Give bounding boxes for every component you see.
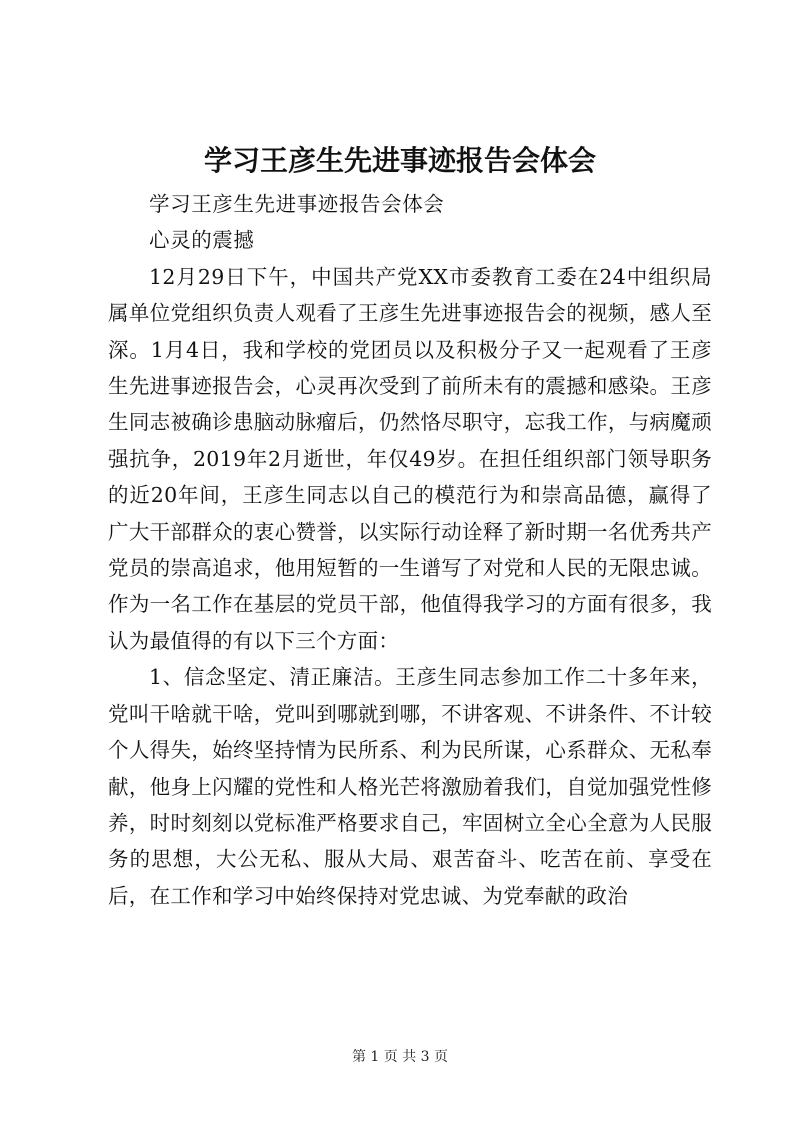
paragraph-section-heading: 心灵的震撼: [149, 228, 255, 253]
paragraph-point-1: 1、信念坚定、清正廉洁。王彦生同志参加工作二十多年来，党叫干啥就干啥，党叫到哪就到哪，不讲客观、不讲条件、不计较个人得失，始终坚持情为民所系、利为民所谋，心系群众、无私奉献，他身上闪耀的党性和人格光芒将激励着我们，自觉加强党性修养，时时刻刻以党标准严格要求自己，牢固树立全心全意为人民服务的思想，大公无私、服从大局、艰苦奋斗、吃苦在前、享受在后，在工作和学习中始终保持对党忠诚、为党奉献的政治: [108, 665, 712, 908]
document-title: 学习王彦生先进事迹报告会体会: [203, 144, 596, 177]
paragraph-intro: 12月29日下午，中国共产党XX市委教育工委在24中组织局属单位党组织负责人观看了王彦生先进事迹报告会的视频，感人至深。1月4日，我和学校的党团员以及积极分子又一起观看了王彦生先进事迹报告会，心灵再次受到了前所未有的震撼和感染。王彦生同志被确诊患脑动脉瘤后，仍然恪尽职守，忘我工作，与病魔顽强抗争，2019年2月逝世，年仅49岁。在担任组织部门领导职务的近20年间，王彦生同志以自己的模范行为和崇高品德，赢得了广大干部群众的衷心赞誉，以实际行动诠释了新时期一名优秀共产党员的崇高追求，他用短暂的一生谱写了对党和人民的无限忠诚。作为一名工作在基层的党员干部，他值得我学习的方面有很多，我认为最值得的有以下三个方面：: [108, 264, 712, 653]
page-footer: 第 1 页 共 3 页: [351, 1049, 449, 1065]
paragraph-subtitle: 学习王彦生先进事迹报告会体会: [149, 192, 445, 216]
document-body: [108, 186, 712, 914]
